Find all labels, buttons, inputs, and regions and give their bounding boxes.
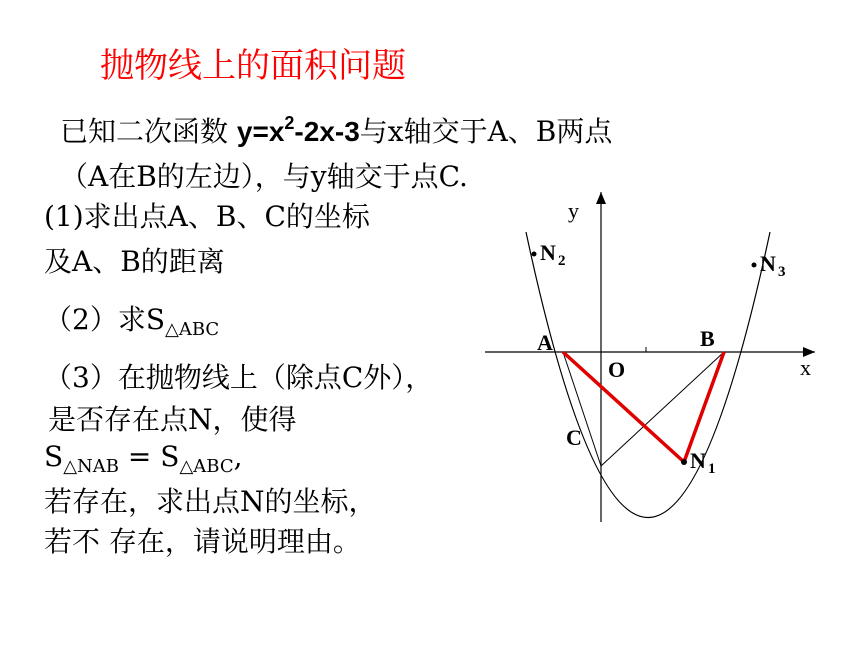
origin-label: O: [608, 357, 626, 382]
parabola-curve: [526, 232, 770, 518]
svg-text:3: 3: [778, 264, 786, 280]
page-title: 抛物线上的面积问题: [100, 46, 406, 86]
svg-text:2: 2: [558, 253, 566, 269]
svg-text:N: N: [760, 251, 776, 276]
question-3-line-5: 若不 存在，请说明理由。: [44, 525, 361, 558]
svg-text:N: N: [690, 448, 706, 473]
question-3-line-2: 是否存在点N，使得: [48, 403, 297, 436]
n3-label: [760, 251, 786, 280]
question-3-line-1: （3）在抛物线上（除点C外），: [44, 361, 434, 394]
y-axis-label: y: [568, 198, 579, 223]
x-axis-label: x: [800, 355, 811, 380]
question-1-line-1: (1)求出点A、B、C的坐标: [44, 200, 370, 233]
problem-intro-prefix: 已知二次函数: [60, 115, 237, 148]
y-axis-arrow-icon: [596, 192, 606, 204]
problem-line-2: （A在B的左边），与y轴交于点C.: [60, 160, 468, 193]
point-n2: [532, 252, 537, 257]
n1-label: [690, 448, 716, 477]
function-expression: $y=x^2-2x-3$: [236, 113, 360, 147]
point-b-label: B: [700, 326, 715, 351]
question-3-line-4: 若存在，求出点N的坐标，: [44, 485, 377, 518]
area-equation: $S_{\triangle NAB} = S_{\triangle ABC}$,: [44, 440, 243, 477]
problem-intro-suffix: 与x轴交于A、B两点: [359, 115, 613, 148]
n2-label: [540, 240, 566, 269]
point-c-label: C: [566, 425, 582, 450]
point-a-label: A: [537, 330, 553, 355]
svg-text:1: 1: [708, 461, 716, 477]
question-2: （2）求$S_{\triangle ABC}$: [44, 303, 220, 340]
point-n3: [752, 263, 757, 268]
point-n1: [681, 459, 687, 465]
question-1-line-2: 及A、B的距离: [44, 245, 225, 278]
svg-text:N: N: [540, 240, 556, 265]
